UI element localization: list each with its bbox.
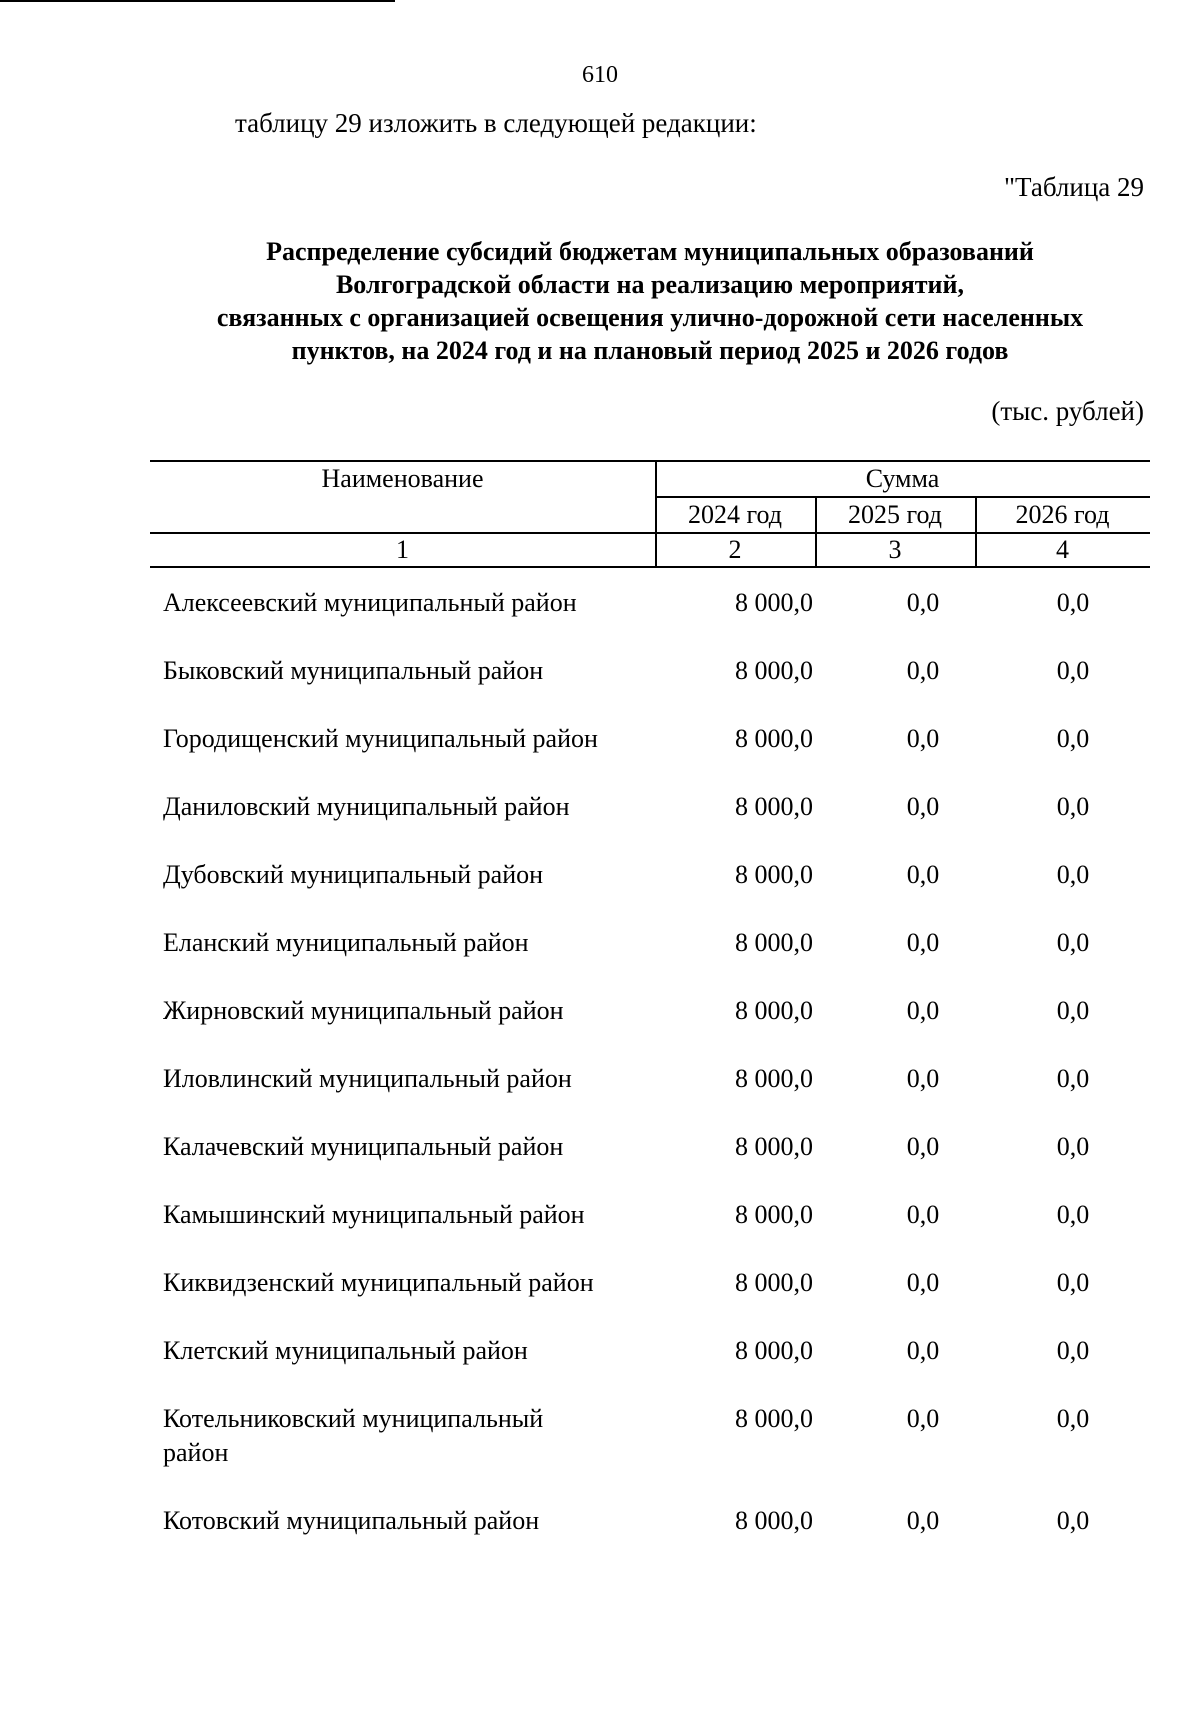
value-2024: 8 000,0: [735, 1268, 813, 1297]
value-2024: 8 000,0: [735, 1404, 813, 1433]
district-name: Котовский муниципальный район: [163, 1506, 540, 1535]
table-body: [163, 586, 1123, 1572]
table-row: [163, 1062, 1123, 1130]
value-2025: 0,0: [906, 792, 940, 821]
value-2025: 0,0: [906, 860, 940, 889]
value-2024: 8 000,0: [735, 928, 813, 957]
value-2026: 0,0: [1056, 724, 1090, 753]
table-label: "Таблица 29: [1004, 172, 1144, 202]
value-2024: 8 000,0: [735, 724, 813, 753]
value-2025: 0,0: [906, 996, 940, 1025]
table-row: [163, 926, 1123, 994]
district-name: Иловлинский муниципальный район: [163, 1064, 572, 1093]
value-2025: 0,0: [906, 588, 940, 617]
table-title: [150, 235, 1150, 367]
header-top-rule: [150, 460, 1150, 462]
value-2025: 0,0: [906, 1506, 940, 1535]
value-2024: 8 000,0: [735, 1064, 813, 1093]
top-rule: [0, 0, 395, 2]
district-name: Еланский муниципальный район: [163, 928, 529, 957]
district-name: Городищенский муниципальный район: [163, 724, 598, 753]
title-line: Волгоградской области на реализацию мероприятий,: [335, 270, 965, 299]
value-2026: 0,0: [1056, 996, 1090, 1025]
header-year-2025: 2025 год: [848, 500, 942, 529]
value-2026: 0,0: [1056, 656, 1090, 685]
value-2024: 8 000,0: [735, 792, 813, 821]
table-row: [163, 1266, 1123, 1334]
value-2025: 0,0: [906, 724, 940, 753]
value-2026: 0,0: [1056, 1268, 1090, 1297]
table-row: [163, 586, 1123, 654]
value-2026: 0,0: [1056, 1132, 1090, 1161]
value-2025: 0,0: [906, 656, 940, 685]
header-name: Наименование: [321, 464, 484, 493]
district-name: Даниловский муниципальный район: [163, 792, 570, 821]
value-2026: 0,0: [1056, 1200, 1090, 1229]
district-name: Алексеевский муниципальный район: [163, 588, 577, 617]
intro-text: таблицу 29 изложить в следующей редакции:: [235, 108, 757, 138]
table-row: [163, 722, 1123, 790]
value-2026: 0,0: [1056, 1404, 1090, 1433]
value-2025: 0,0: [906, 1132, 940, 1161]
header-year-2026: 2026 год: [1015, 500, 1110, 529]
table-row: [163, 1334, 1123, 1402]
table-row: [163, 654, 1123, 722]
value-2026: 0,0: [1056, 1336, 1090, 1365]
header-year-2024: 2024 год: [688, 500, 782, 529]
column-number: 3: [888, 535, 902, 564]
district-name: Камышинский муниципальный район: [163, 1200, 585, 1229]
value-2025: 0,0: [906, 1064, 940, 1093]
table-row: [163, 1402, 1123, 1504]
value-2024: 8 000,0: [735, 1132, 813, 1161]
table-row: [163, 858, 1123, 926]
value-2026: 0,0: [1056, 1064, 1090, 1093]
table-row: [163, 1198, 1123, 1266]
district-name: Киквидзенский муниципальный район: [163, 1268, 594, 1297]
value-2026: 0,0: [1056, 860, 1090, 889]
page-number: 610: [582, 62, 618, 88]
value-2024: 8 000,0: [735, 996, 813, 1025]
value-2024: 8 000,0: [735, 1200, 813, 1229]
title-line: Распределение субсидий бюджетам муниципальных образований: [266, 237, 1034, 266]
district-name: Клетский муниципальный район: [163, 1336, 528, 1365]
title-line: связанных с организацией освещения улично-дорожной сети населенных: [216, 303, 1084, 332]
value-2024: 8 000,0: [735, 588, 813, 617]
value-2024: 8 000,0: [735, 860, 813, 889]
district-name: Жирновский муниципальный район: [163, 996, 564, 1025]
table-row: [163, 994, 1123, 1062]
table-header: [150, 458, 1150, 570]
units-label: (тыс. рублей): [991, 396, 1144, 426]
district-name: Быковский муниципальный район: [163, 656, 544, 685]
value-2025: 0,0: [906, 1404, 940, 1433]
value-2024: 8 000,0: [735, 1336, 813, 1365]
district-name: Калачевский муниципальный район: [163, 1132, 564, 1161]
value-2024: 8 000,0: [735, 1506, 813, 1535]
column-number: 1: [396, 535, 409, 564]
value-2025: 0,0: [906, 928, 940, 957]
header-sum: Сумма: [865, 464, 940, 493]
table-row: [163, 790, 1123, 858]
value-2025: 0,0: [906, 1200, 940, 1229]
table-row: [163, 1504, 1123, 1572]
value-2026: 0,0: [1056, 588, 1090, 617]
value-2025: 0,0: [906, 1336, 940, 1365]
value-2026: 0,0: [1056, 792, 1090, 821]
table-row: [163, 1130, 1123, 1198]
district-name: Дубовский муниципальный район: [163, 860, 544, 889]
district-name: Котельниковский муниципальный район: [163, 1404, 544, 1467]
header-middle-rule: [150, 532, 1150, 534]
value-2024: 8 000,0: [735, 656, 813, 685]
title-line: пунктов, на 2024 год и на плановый период 2025 и 2026 годов: [291, 336, 1009, 365]
column-number: 2: [728, 535, 742, 564]
value-2026: 0,0: [1056, 1506, 1090, 1535]
value-2026: 0,0: [1056, 928, 1090, 957]
header-bottom-rule: [150, 566, 1150, 568]
value-2025: 0,0: [906, 1268, 940, 1297]
header-years-rule: [655, 496, 1150, 498]
column-number: 4: [1056, 535, 1069, 564]
